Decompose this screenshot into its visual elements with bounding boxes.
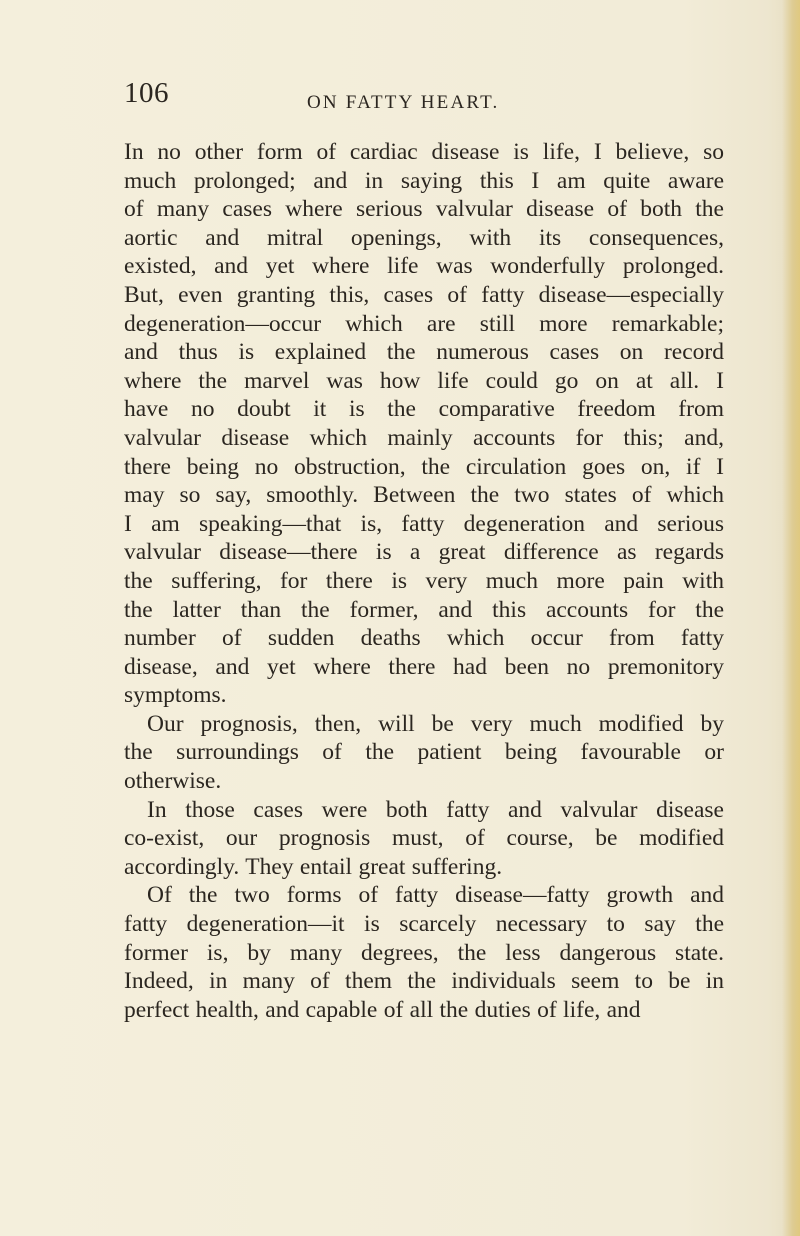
text-line: valvular disease—there is a great difference as regards (124, 539, 724, 566)
body-text (124, 138, 724, 1024)
text-line: the surroundings of the patient being favourable or (124, 739, 724, 766)
text-line: In those cases were both fatty and valvular disease (147, 796, 724, 823)
text-line: fatty degeneration—it is scarcely necessary to say the (124, 911, 724, 938)
text-line: there being no obstruction, the circulation goes on, if I (124, 453, 724, 480)
text-line: much prolonged; and in saying this I am quite aware (124, 167, 724, 194)
page-header (124, 78, 724, 118)
text-line: where the marvel was how life could go on at all. I (124, 367, 724, 394)
text-line: former is, by many degrees, the less dangerous state. (124, 939, 724, 966)
paragraph (124, 710, 724, 796)
text-line: disease, and yet where there had been no premonitory (124, 653, 724, 680)
page-edge-stain (782, 0, 800, 1236)
text-line: degeneration—occur which are still more remarkable; (124, 310, 724, 337)
text-line: perfect health, and capable of all the duties of life, and (124, 996, 641, 1023)
text-line: accordingly. They entail great suffering. (124, 853, 503, 880)
text-line: I am speaking—that is, fatty degeneration and serious (124, 510, 724, 537)
text-line: In no other form of cardiac disease is life, I believe, so (124, 139, 724, 165)
text-line: aortic and mitral openings, with its consequences, (124, 224, 724, 251)
text-line: co-exist, our prognosis must, of course, be modified (124, 825, 724, 852)
paragraph (124, 138, 724, 710)
text-line: existed, and yet where life was wonderfully prolonged. (124, 253, 724, 280)
text-line: and thus is explained the numerous cases on record (124, 339, 724, 366)
running-head: ON FATTY HEART. (307, 92, 500, 113)
text-line: of many cases where serious valvular disease of both the (124, 196, 724, 223)
text-line: the suffering, for there is very much more pain with (124, 567, 724, 594)
page-number: 106 (124, 77, 169, 109)
text-line: Indeed, in many of them the individuals seem to be in (124, 968, 724, 995)
paragraph (124, 881, 724, 1024)
text-line: symptoms. (124, 682, 227, 709)
text-line: otherwise. (124, 768, 222, 795)
text-line: the latter than the former, and this accounts for the (124, 596, 724, 623)
text-line: valvular disease which mainly accounts for this; and, (124, 424, 724, 451)
text-line: Of the two forms of fatty disease—fatty growth and (147, 882, 724, 909)
text-line: But, even granting this, cases of fatty disease—especially (124, 281, 724, 308)
text-line: number of sudden deaths which occur from fatty (124, 625, 724, 652)
text-line: have no doubt it is the comparative freedom from (124, 396, 724, 423)
text-line: may so say, smoothly. Between the two states of which (124, 482, 724, 509)
text-line: Our prognosis, then, will be very much modified by (147, 710, 724, 737)
paragraph (124, 796, 724, 882)
